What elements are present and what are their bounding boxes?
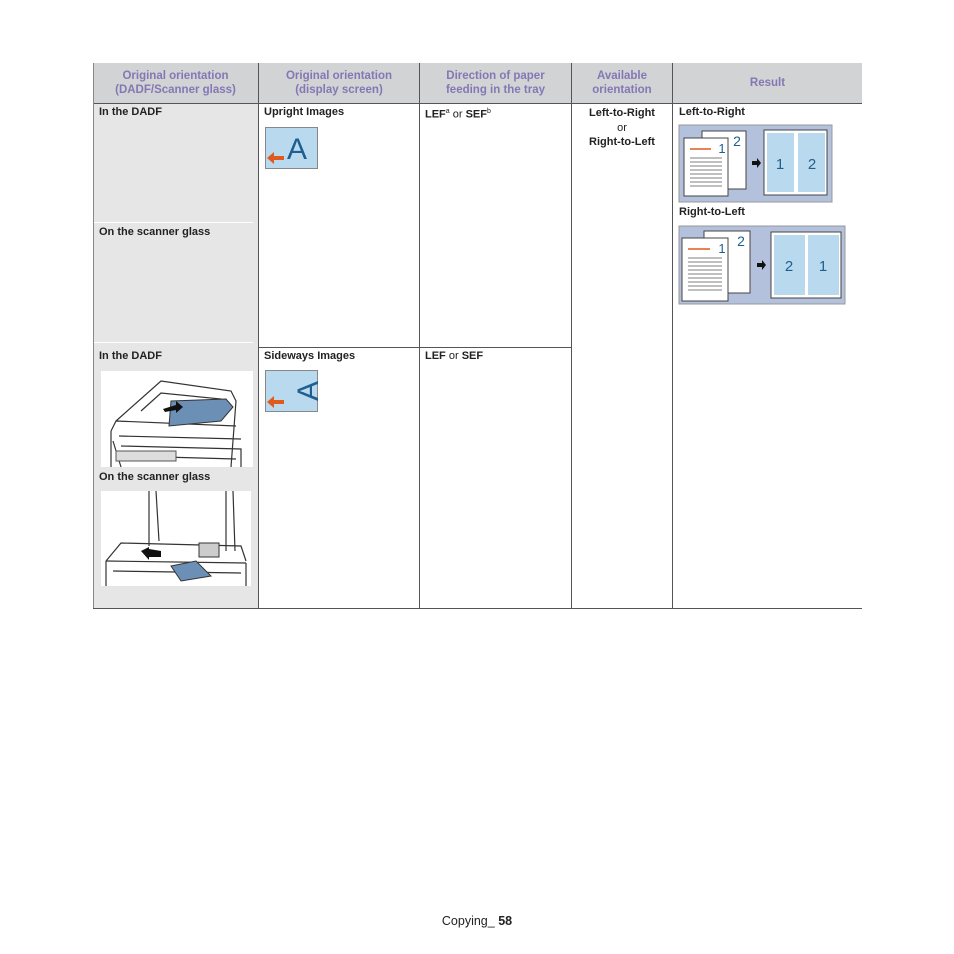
header-original-orientation-dadf: Original orientation (DADF/Scanner glass) — [93, 63, 258, 103]
row2-dadf-label: In the DADF — [99, 350, 162, 362]
orientation-right-to-left: Right-to-Left — [589, 136, 655, 148]
row-1-divider — [93, 222, 253, 223]
row-divider — [258, 347, 571, 348]
row1-dadf-label: In the DADF — [99, 106, 162, 118]
table-left-border — [93, 63, 94, 609]
doc-back-number-rtl: 2 — [737, 233, 745, 249]
header-available-orientation: Available orientation — [572, 63, 672, 103]
header-result: Result — [673, 63, 862, 103]
doc-front-number-rtl: 1 — [718, 241, 726, 256]
row2-display-label: Sideways Images — [264, 350, 356, 362]
upright-image-icon — [265, 127, 318, 169]
result-ltr-illustration — [679, 125, 832, 202]
row1-feed-direction: LEF$^a$ or SEF$^b$ — [425, 108, 491, 121]
row-1-bottom-divider — [93, 342, 253, 343]
row1-glass-label: On the scanner glass — [99, 226, 211, 238]
scanner-glass-illustration — [101, 491, 251, 586]
header-original-orientation-display: Original orientation (display screen) — [259, 63, 419, 103]
page-footer — [0, 914, 954, 928]
result-rtl-label: Right-to-Left — [679, 206, 745, 218]
row1-display-label: Upright Images — [264, 106, 345, 118]
footer-section: Copying_ — [441, 914, 495, 928]
doc-back-number: 2 — [733, 133, 741, 149]
doc-front-number: 1 — [718, 141, 726, 156]
table-bottom-line — [93, 608, 862, 609]
footer-page-number: 58 — [498, 914, 513, 928]
col-divider-2 — [419, 63, 420, 609]
rtl-page-second: 1 — [818, 258, 828, 275]
header-direction-feeding: Direction of paper feeding in the tray — [420, 63, 571, 103]
col-divider-1 — [258, 63, 259, 609]
available-orientation — [572, 106, 672, 150]
col-divider-4 — [672, 63, 673, 609]
dadf-printer-illustration — [101, 371, 253, 467]
icon-letter: A — [286, 133, 308, 166]
orientation-left-to-right: Left-to-Right — [589, 107, 655, 119]
ltr-page-first: 1 — [775, 156, 785, 173]
sideways-image-icon — [265, 370, 325, 412]
icon-letter-rotated: A — [292, 380, 325, 402]
orientation-or: or — [617, 121, 627, 134]
row2-feed-direction: LEF or SEF — [425, 350, 484, 362]
row2-glass-label: On the scanner glass — [99, 471, 211, 483]
ltr-page-second: 2 — [807, 156, 817, 173]
header-bottom-line — [93, 103, 862, 104]
result-rtl-illustration — [679, 226, 845, 304]
rtl-page-first: 2 — [784, 258, 794, 275]
result-ltr-label: Left-to-Right — [679, 106, 745, 118]
